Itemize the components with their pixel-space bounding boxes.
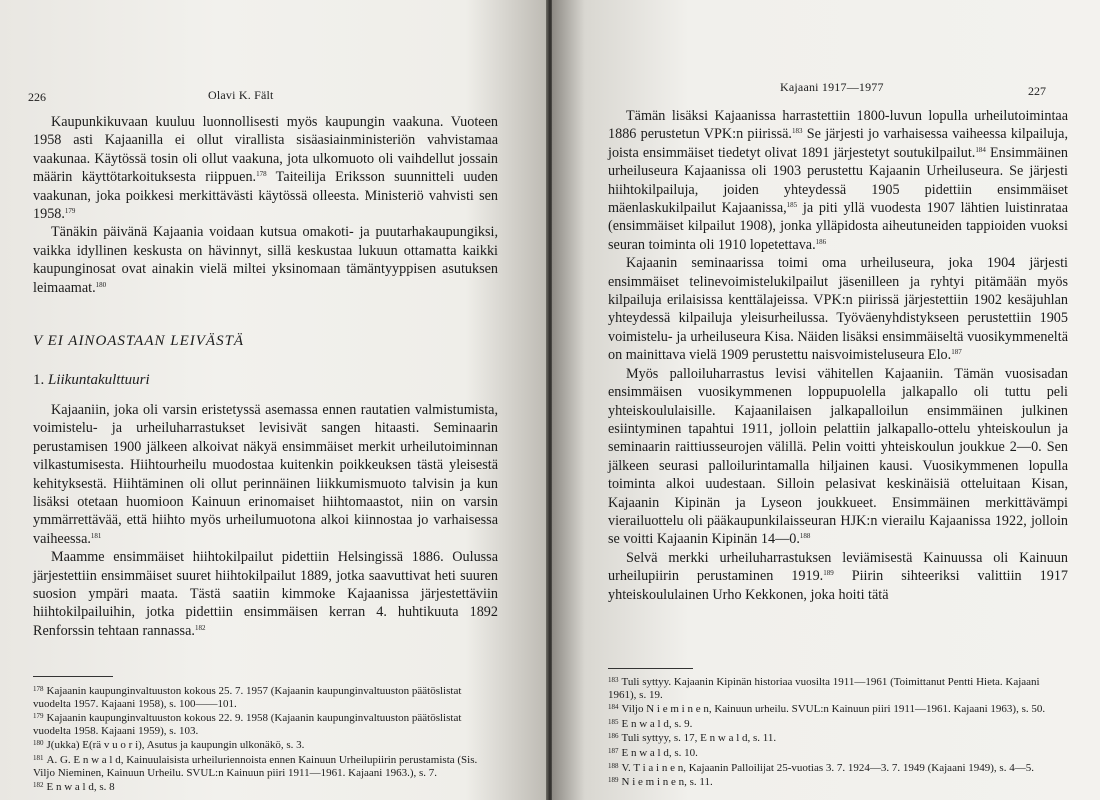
footnotes [33,683,498,794]
footnote-rule [608,668,693,669]
section-number: 1. [33,372,45,388]
footnote-text: J(ukka) E(rä v u o r i), Asutus ja kaupungin ulkonäkö, s. 3. [46,739,305,752]
footnote-mark: 178 [256,170,267,179]
footnote-mark: 180 [95,280,107,289]
paragraph [33,113,498,223]
footnote-mark: 184 [975,145,986,154]
footnote-mark: 181 [90,531,102,540]
paragraph-text: Piirin sihteeriksi valittiin 1917 yhteiskoululainen Urho Kekkonen, joka hoiti tätä [608,568,1069,603]
footnote-number: 187 [608,746,619,755]
footnote-number: 188 [608,761,619,770]
chapter-heading: V EI AINOASTAAN LEIVÄSTÄ [33,333,245,349]
paragraph-text: Se järjesti jo varhaisessa vaiheessa kilpailuja, joista ensimmäiset tiedetyt olivat 1891 järjestetyt soutukilpailut. [608,126,1068,161]
footnote-text: E n w a l d, s. 9. [621,717,693,730]
footnote-mark: 179 [64,207,76,216]
right-page [552,0,1100,800]
footnote-text: A. G. E n w a l d, Kainuulaisista urheiluriennoista ennen Kainuun Urheilupiirin perustamista (Sis. Viljo Nieminen, Kainuun Urheilu. SVUL:n Kainuun piiri 1911—1961. Kajaani 1963.), s. 7. [33,753,478,779]
body-text [608,107,1068,604]
footnote-text: Kajaanin kaupunginvaltuuston kokous 25. 7. 1957 (Kajaanin kaupunginvaltuuston päätöslistat vuodelta 1957. Kajaani 1958), s. 100——101. [33,685,462,710]
footnote-mark: 189 [823,569,834,578]
body-text [33,113,498,297]
footnote-mark: 185 [786,201,798,210]
footnote [608,701,1068,716]
footnote-text: Viljo N i e m i n e n, Kainuun urheilu. SVUL:n Kainuun piiri 1911—1961. Kajaani 1963), s. 50. [621,703,1046,716]
footnote [608,716,1068,731]
footnote-text: E n w a l d, s. 8 [46,781,115,794]
paragraph [33,223,498,297]
paragraph-text: Tänäkin päivänä Kajaania voidaan kutsua omakoti- ja puutarhakaupungiksi, vaikka idyllinen keskusta on hävinnyt, sillä keskustaa lukuun ottamatta kaikki kaupunginosat ovat ainakin vielä miltei yksinomaan tämäntyyppisen asutuksen leimaamat. [33,224,498,296]
footnote-number: 186 [608,732,619,741]
left-page [0,0,548,800]
footnote-text: E n w a l d, s. 10. [621,746,698,759]
footnote [608,745,1068,760]
footnote [33,683,498,710]
footnote-number: 189 [608,776,619,785]
footnote-mark: 182 [194,623,206,632]
paragraph-text: Maamme ensimmäiset hiihtokilpailut pidettiin Helsingissä 1886. Oulussa järjestettiin ensimmäiset suuret hiihtokilpailut 1889, jotka saavuttivat heti suuren suosion ympäri maata. Tästä saatiin kimmoke Kajaanissa järjestettäviin hiihtokilpailuihin, jotka pidettiin ensimmäisen kerran 4. huhtikuuta 1892 Renforssin tehtaan rannassa. [33,549,498,639]
footnote-number: 184 [608,703,619,712]
paragraph-text: ja piti yllä vuodesta 1907 lähtien luistinrataa (ensimmäiset kilpailut 1908), jonka ylläpidosta aiheutuneiden tappioiden vuoksi seuran toiminta oli 1910 lopetettava. [608,200,1069,253]
footnote [608,760,1068,775]
footnote-text: Kajaanin kaupunginvaltuuston kokous 22. 9. 1958 (Kajaanin kaupunginvaltuuston päätöslistat vuodelta 1958. Kajaani 1959), s. 103. [33,712,462,737]
section-heading [33,372,150,389]
footnote-number: 185 [608,717,619,726]
paragraph [608,549,1068,604]
body-text [33,401,498,640]
footnote-number: 182 [33,781,44,790]
footnote [33,710,498,737]
paragraph-text: Tämän lisäksi Kajaanissa harrastettiin 1800-luvun lopulla urheilutoimintaa 1886 perustetun VPK:n piirissä. [608,108,1068,143]
running-head: Olavi K. Fält [208,88,274,102]
footnote [33,737,498,752]
footnote-mark: 186 [815,237,827,246]
footnotes [608,674,1068,789]
paragraph-text: Kajaaniin, joka oli varsin eristetyssä asemassa ennen rautatien valmistumista, voimistelu- ja urheiluharrastukset levisivät sangen hitaasti. Seminaarin perustamisen 1900 jälkeen alkoivat näkyä ensimmäiset merkit urheilutoiminnan vilkastumisesta. Hiihtourheilu muodostaa kuitenkin poikkeuksen tästä yleisestä kehityksestä. Hiihtäminen oli ollut perinnäinen liikkumismuoto talvisin ja kun lisäksi otetaan huomioon Kainuun erinomaiset hiihtomaastot, niin on varsin ymmärrettävää, että hiihto myös urheilumuotona alkoi kiinnostaa jo varhaisessa vaiheessa. [33,402,498,547]
footnote-number: 181 [33,753,44,762]
footnote-number: 183 [608,676,619,684]
paragraph [608,365,1068,549]
footnote [608,730,1068,745]
footnote [608,774,1068,789]
footnote-rule [33,676,113,677]
paragraph-text: Myös palloiluharrastus levisi vähitellen Kajaaniin. Tämän vuosisadan ensimmäisen vuosikymmenen loppupuolella jalkapallo oli tuttu peli yhteiskoululaisille. Kajaanilaisen jalkapalloilun ensimmäinen julkinen esiintyminen tapahtui 1911, jolloin pelattiin jalkapallo-ottelu yhteiskoulun ja seminaarin raittiusseurojen välillä. Pelin voitti yhteiskoulun joukkue 2—0. Sen jälkeen seurasi palloilurintamalla hiljainen kausi. Vuosikymmenen lopulla toiminta alkoi uudestaan. Silloin pelasivat keskinäisiä otteluitaan Kisan, Kajaanin Kipinän ja Lyseon joukkueet. Ensimmäinen merkittävämpi vierailuottelu oli pääkaupunkilaisseuran HJK:n vierailu Kajaanissa 1922, jolloin se voitti Kajaanin Kipinän 14—0. [608,365,1068,548]
footnote-text: Tuli syttyy, s. 17, E n w a l d, s. 11. [621,732,777,745]
footnote-number: 178 [33,685,44,693]
paragraph [608,107,1068,254]
footnote-mark: 183 [791,127,803,136]
footnote-text: N i e m i n e n, s. 11. [621,776,713,789]
footnote [608,674,1068,701]
paragraph [33,401,498,548]
footnote-text: V. T i a i n e n, Kajaanin Palloilijat 25-vuotias 3. 7. 1924—3. 7. 1949 (Kajaani 1949), s. 4—5. [621,761,1034,774]
paragraph-text: Kajaanin seminaarissa toimi oma urheiluseura, joka 1904 järjesti ensimmäiset telinevoimistelukilpailut jäsenilleen ja ryhtyi pitämään myös kilpailuja erilaisissa kenttälajeissa. VPK:n piirissä järjestettiin 1902 kesäjuhlan yhteydessä kilpailuja yleisurheilussa. Työväenyhdistykseen perustettiin 1905 voimistelu- ja urheiluseura Kisa. Näiden lisäksi ensimmäiseltä vuosikymmeneltä on mainittava vielä 1909 perustettu naisvoimisteluseura Elo. [608,255,1068,364]
section-title: Liikuntakulttuuri [48,372,150,388]
running-head: Kajaani 1917—1977 [780,80,884,94]
footnote-mark: 188 [799,532,811,541]
footnote-text: Tuli syttyy. Kajaanin Kipinän historiaa vuosilta 1911—1961 (Toimittanut Pentti Hieta. Kajaani 1961), s. 19. [608,676,1040,701]
paragraph [33,548,498,640]
footnote-number: 180 [33,739,44,748]
footnote [33,752,498,779]
footnote-mark: 187 [951,348,962,357]
page-number: 227 [1028,84,1046,98]
paragraph [608,254,1068,364]
paragraph-text: Ensimmäinen urheiluseura Kajaanissa oli 1903 perustettu Kajaanin Urheiluseura. Se järjesti hiihtokilpailuja, joiden yhteydessä 1905 pidettiin ensimmäiset mäenlaskukilpailut Kajaanissa, [608,144,1068,217]
paragraph-text: Taiteilija Eriksson suunnitteli uuden vaakunan, joka poikkesi merkittävästi käytössä olleesta. Ministeriö vahvisti sen 1958. [33,169,498,223]
footnote-number: 179 [33,712,44,721]
paragraph-text: Kaupunkikuvaan kuuluu luonnollisesti myös kaupungin vaakuna. Vuoteen 1958 asti Kajaanilla ei ollut virallista sisäasiainministeriön vahvistamaa vaakunaa. Käytössä tosin oli ollut vaakuna, jota ulkomuoto oli vaihdellut jossain määrin käyttötarkoituksesta riippuen. [33,114,498,186]
footnote [33,779,498,794]
page-number: 226 [28,90,46,104]
paragraph-text: Selvä merkki urheiluharrastuksen leviämisestä Kainuussa oli Kainuun urheilupiirin perustaminen 1919. [608,549,1068,585]
